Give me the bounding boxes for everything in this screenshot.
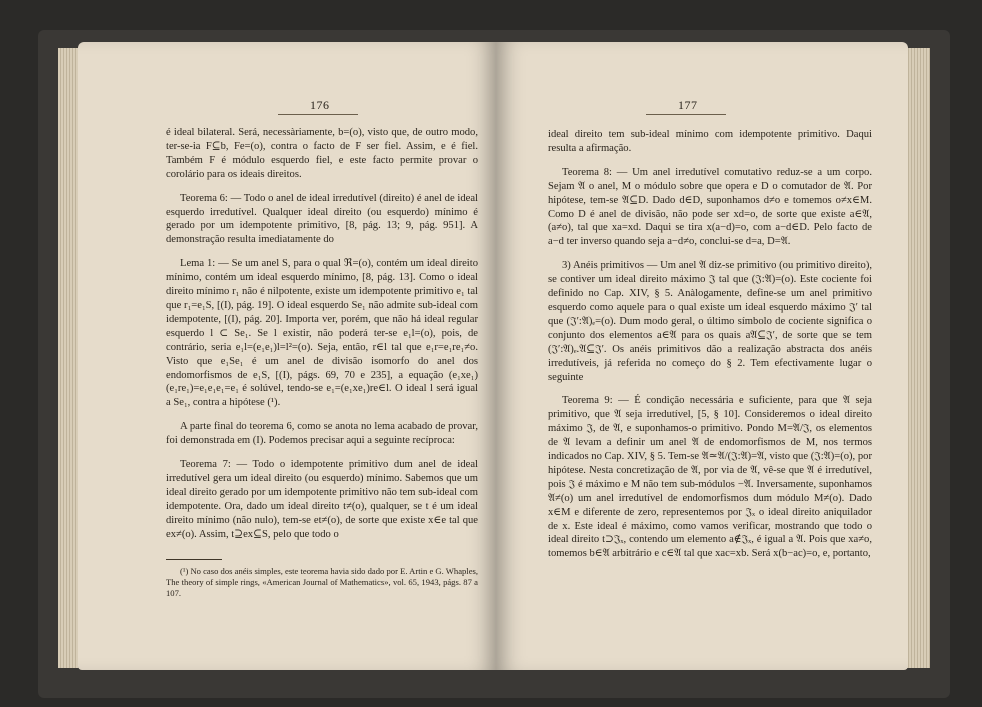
right-page-text: [548, 128, 872, 571]
page-number: 177: [678, 98, 698, 112]
left-page: [78, 42, 496, 670]
paragraph: A parte final do teorema 6, como se anota no lema acabado de provar, foi demonstrada em (I). Podemos precisar aqui a seguinte recíproca:: [166, 421, 478, 447]
theorem-9: Teorema 9: — É condição necessária e suficiente, para que 𝔄 seja primitivo, que 𝔄 seja irredutível, [5, § 10]. Consideremos o ideal direito máximo 𝔍, de 𝔄, e suponhamos-o primitivo. Pondo M=𝔄/𝔍, os elementos de 𝔄 levam a definir um anel 𝔄 de endomorfismos de M, nos termos indicados no Cap. XIV, § 5. Tem-se 𝔄≃𝔄/(𝔍:𝔄)=𝔄, visto que (𝔍:𝔄)=(o), por hipótese. Nesta concretização de 𝔄, por via de 𝔄, vê-se que 𝔄 é irredutível, pois 𝔍 é máximo e M não tem sub-módulos −𝔄. Inversamente, suponhamos 𝔄≠(o) um anel irredutível de endomorfismos dum módulo M≠(o). Dado x∈M e diferente de zero, representemos por 𝔍ₓ o ideal direito aniquilador de x. Este ideal é máximo, como vamos verificar, mostrando que todo o ideal direito t⊃𝔍ₓ, contendo um elemento a∉𝔍ₓ, é igual a 𝔄. Pois que xa≠o, tomemos b∈𝔄 arbitrário e c∈𝔄 tal que xac=xb. Será x(b−ac)=o, e, portanto,: [548, 395, 872, 560]
page-number: 176: [310, 98, 330, 112]
footnote: (¹) No caso dos anéis simples, este teorema havia sido dado por E. Artin e G. Whaples, The theory of simple rings, «American Journal of Mathematics», vol. 65, 1943, págs. 87 a 107.: [166, 566, 478, 599]
lemma-1: Lema 1: — Se um anel S, para o qual ℜ=(o), contém um ideal direito mínimo, contém um ideal esquerdo mínimo, [8, pág. 13]. Como o ideal direito mínimo r₁ não é nilpotente, existe um idempotente primitivo e₁ tal que r₁=e₁S, [(I), pág. 19]. O ideal esquerdo Se₁ não admite sub-ideal com idempotente, [(I), pág. 20]. Importa ver, porém, que não há ideal regular esquerdo l ⊂ Se₁. Se l existir, não poderá ter-se e₁l=(o), pois, de contrário, seria e₁l=(e₁e₁)l=l²=(o). Seja, então, r∈l tal que e₁r=e₁re₁≠o. Visto que e₁Se₁ é um anel de divisão isomorfo do anel dos endomorfismos de e₁S, [(I), págs. 69, 70 e 235], a equação (e₁xe₁)(e₁re₁)=e₁e₁e₁=e₁ é solúvel, tendo-se e₁=(e₁xe₁)re∈l. O ideal l será igual a Se₁, contra a hipótese (¹).: [166, 258, 478, 409]
header-rule: [646, 114, 726, 115]
page-edges-right: [906, 48, 930, 668]
right-page: [496, 42, 908, 670]
page-edges-left: [58, 48, 80, 668]
theorem-6: Teorema 6: — Todo o anel de ideal irredutível (direito) é anel de ideal esquerdo irredutível. Qualquer ideal direito (ou esquerdo) mínimo é gerado por um idempotente primitivo, [8, pág. 13; 9, pág. 951]. A demonstração resulta imediatamente do: [166, 192, 478, 246]
paragraph: é ideal bilateral. Será, necessàriamente, b=(o), visto que, de outro modo, ter-se-ia F⊆b, Fe=(o), contra o facto de F ser fiel. Assim, e é fiel. Também F é módulo esquerdo fiel, e este facto permite provar o corolário para os ideais direitos.: [166, 127, 478, 180]
paragraph: ideal direito tem sub-ideal mínimo com idempotente primitivo. Daqui resulta a afirmação.: [548, 129, 872, 154]
header-rule: [278, 114, 358, 115]
footnote-rule: [166, 559, 222, 560]
section-primitive-rings: 3) Anéis primitivos — Um anel 𝔄 diz-se primitivo (ou primitivo direito), se contiver um ideal direito máximo 𝔍 tal que (𝔍:𝔄)=(o). Este cociente foi definido no Cap. XIV, § 5. Anàlogamente, define-se um anel primitivo esquerdo como aquele para o qual existe um ideal esquerdo máximo 𝔍′ tal que (𝔍′:𝔄)ₑ=(o). Dum modo geral, o último símbolo de cociente significa o conjunto dos elementos a∈𝔄 para os quais a𝔄⊆𝔍′, de sorte que se tem (𝔍′:𝔄)ₑ.𝔄⊆𝔍′. Os anéis primitivos dão a realização abstracta dos anéis irredutíveis, já referida no começo do § 2. Tem efectivamente lugar o seguinte: [548, 260, 872, 383]
theorem-7: Teorema 7: — Todo o idempotente primitivo dum anel de ideal irredutível gera um ideal direito (ou esquerdo) mínimo. Sabemos que um ideal direito gerado por um idempotente primitivo não tem sub-ideal com idempotente. Ora, dado um ideal direito t≠(o), qualquer, se t é um ideal direito mínimo (não nulo), tem-se et≠(o), de sorte que existe x∈e tal que ex≠(o). Assim, t⊇ex⊆S, pelo que todo o: [166, 459, 478, 540]
left-page-text: [166, 126, 478, 609]
theorem-8: Teorema 8: — Um anel irredutível comutativo reduz-se a um corpo. Sejam 𝔄 o anel, M o módulo sobre que opera e D o comutador de 𝔄. Por hipótese, tem-se 𝔄⊆D. Dado d∈D, suponhamos d≠o e tomemos o≠x∈M. Como D é anel de divisão, não pode ser xd=o, de sorte que existe a∈𝔄, (a≠o), tal que xa=xd. Daqui se tira x(a−d)=o, com a−d∈D. Pelo facto de a−d ter inverso quando seja a−d≠o, conclui-se d=a, D=𝔄.: [548, 166, 872, 248]
